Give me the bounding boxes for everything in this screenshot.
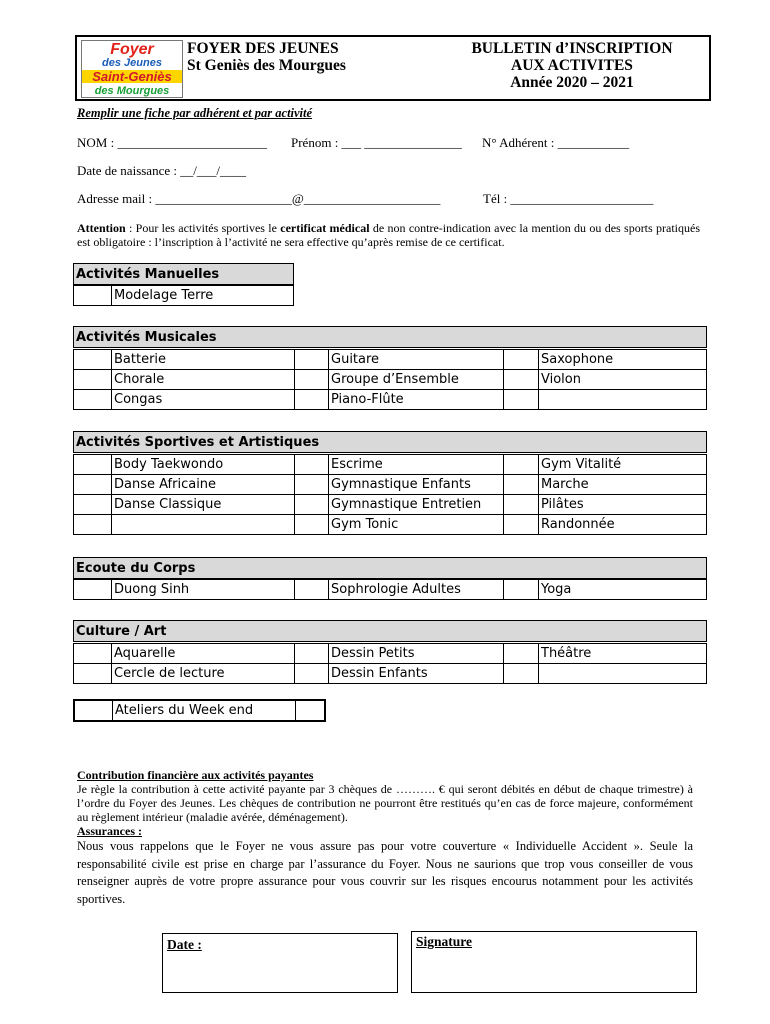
signature-label: Signature — [416, 934, 473, 949]
header-box — [75, 35, 711, 101]
checkbox-cell[interactable] — [295, 664, 329, 684]
table-row — [74, 664, 707, 684]
activity-label — [539, 390, 707, 410]
table-row — [74, 286, 294, 306]
organization-name: FOYER DES JEUNES St Geniès des Mourgues — [187, 40, 346, 74]
activity-label: Gym Vitalité — [539, 455, 707, 475]
activity-label: Gymnastique Enfants — [329, 475, 504, 495]
nom-field[interactable]: NOM : _______________________ — [77, 135, 267, 150]
activity-label: Saxophone — [539, 350, 707, 370]
activity-label: Pilâtes — [539, 495, 707, 515]
logo-line-2: des Jeunes — [102, 57, 162, 69]
activity-label: Aquarelle — [112, 644, 295, 664]
table-row — [74, 350, 707, 370]
table-row — [74, 580, 707, 600]
checkbox-cell[interactable] — [295, 475, 329, 495]
checkbox-cell[interactable] — [74, 390, 112, 410]
checkbox-cell[interactable] — [504, 455, 539, 475]
activity-label: Sophrologie Adultes — [329, 580, 504, 600]
checkbox-cell[interactable] — [504, 644, 539, 664]
activity-label — [539, 664, 707, 684]
activity-label: Dessin Enfants — [329, 664, 504, 684]
logo-line-1: Foyer — [110, 41, 154, 58]
checkbox-cell[interactable] — [74, 455, 112, 475]
section-title-culture: Culture / Art — [73, 620, 707, 642]
activity-label: Gymnastique Entretien — [329, 495, 504, 515]
activity-label: Escrime — [329, 455, 504, 475]
logo-line-4: des Mourgues — [94, 85, 170, 97]
adherent-number-field[interactable]: N° Adhérent : ___________ — [482, 135, 630, 150]
section-title-musicales: Activités Musicales — [73, 326, 707, 348]
activity-label: Body Taekwondo — [112, 455, 295, 475]
checkbox-cell[interactable] — [74, 370, 112, 390]
attention-notice: Attention : Pour les activités sportives le certificat médical de non contre-indication avec la mention du ou des sports pratiqués est obligatoire : l’inscription à l’activité ne sera effective qu’après remise de ce certificat. — [77, 221, 700, 249]
checkbox-cell[interactable] — [295, 390, 329, 410]
activity-label: Gym Tonic — [329, 515, 504, 535]
signature-box[interactable] — [411, 931, 697, 993]
activity-label: Danse Africaine — [112, 475, 295, 495]
checkbox-cell[interactable] — [74, 495, 112, 515]
contribution-text: Je règle la contribution à cette activité payante par 3 chèques de ………. € qui seront débités en début de chaque trimestre) à l’ordre du Foyer des Jeunes. Les chèques de contribution ne pourront être restitués qu’en cas de force majeure, conformément au règlement intérieur (maladie avérée, déménagement). — [77, 782, 693, 824]
checkbox-cell[interactable] — [295, 495, 329, 515]
birthdate-field[interactable]: Date de naissance : __/___/____ — [77, 163, 246, 178]
date-label: Date : — [167, 937, 202, 952]
contribution-title: Contribution financière aux activités payantes — [77, 768, 314, 782]
checkbox-cell[interactable] — [295, 350, 329, 370]
activity-label: Dessin Petits — [329, 644, 504, 664]
activity-label — [112, 515, 295, 535]
checkbox-cell[interactable] — [74, 700, 113, 721]
activity-label: Ateliers du Week end — [113, 700, 296, 721]
table-row — [74, 644, 707, 664]
activity-label: Théâtre — [539, 644, 707, 664]
phone-field[interactable]: Tél : ______________________ — [483, 191, 654, 206]
checkbox-cell[interactable] — [504, 350, 539, 370]
table-row — [74, 455, 707, 475]
prenom-field[interactable]: Prénom : ___ _______________ — [291, 135, 462, 150]
checkbox-cell[interactable] — [74, 664, 112, 684]
activity-label: Marche — [539, 475, 707, 495]
contribution-block — [77, 768, 693, 838]
activity-label: Yoga — [539, 580, 707, 600]
checkbox-cell[interactable] — [504, 580, 539, 600]
activity-label: Congas — [112, 390, 295, 410]
checkbox-cell[interactable] — [504, 664, 539, 684]
activity-label: Chorale — [112, 370, 295, 390]
table-sportives — [73, 454, 707, 535]
checkbox-cell[interactable] — [504, 475, 539, 495]
table-row — [74, 370, 707, 390]
activity-label: Cercle de lecture — [112, 664, 295, 684]
table-weekend — [73, 699, 326, 722]
checkbox-cell[interactable] — [295, 515, 329, 535]
checkbox-cell[interactable] — [504, 495, 539, 515]
table-culture — [73, 643, 707, 684]
table-row — [74, 475, 707, 495]
section-title-sportives: Activités Sportives et Artistiques — [73, 431, 707, 453]
checkbox-cell[interactable] — [295, 580, 329, 600]
form-title: BULLETIN d’INSCRIPTION AUX ACTIVITES Année 2020 – 2021 — [471, 40, 673, 91]
activity-label: Batterie — [112, 350, 295, 370]
activity-label: Guitare — [329, 350, 504, 370]
table-row — [74, 515, 707, 535]
logo-line-3: Saint-Geniès — [82, 70, 182, 83]
activity-label: Violon — [539, 370, 707, 390]
table-row — [74, 390, 707, 410]
checkbox-cell[interactable] — [74, 350, 112, 370]
checkbox-cell[interactable] — [504, 390, 539, 410]
table-musicales — [73, 349, 707, 410]
activity-label: Danse Classique — [112, 495, 295, 515]
activity-label: Piano-Flûte — [329, 390, 504, 410]
checkbox-cell[interactable] — [74, 515, 112, 535]
foyer-logo — [81, 40, 183, 98]
section-title-manuelles: Activités Manuelles — [73, 263, 294, 285]
activity-label: Randonnée — [539, 515, 707, 535]
table-row — [74, 495, 707, 515]
section-title-ecoute: Ecoute du Corps — [73, 557, 707, 579]
assurances-title: Assurances : — [77, 824, 142, 838]
assurances-text: Nous vous rappelons que le Foyer ne vous assure pas pour votre couverture « Individuelle Accident ». Seule la responsabilité civile est prise en charge par l’assurance du Foyer. Nous ne saurions que trop vous conseiller de vous renseigner auprès de votre propre assurance pour vous couvrir sur les risques encourus notamment pour les activités sportives. — [77, 839, 693, 906]
email-field[interactable]: Adresse mail : _____________________@_____________________ — [77, 191, 441, 206]
activity-label: Modelage Terre — [112, 286, 294, 306]
checkbox-cell[interactable] — [74, 475, 112, 495]
table-ecoute — [73, 579, 707, 600]
checkbox-cell[interactable] — [74, 580, 112, 600]
table-manuelles — [73, 285, 294, 306]
table-row — [74, 700, 325, 721]
checkbox-cell[interactable] — [296, 700, 326, 721]
date-box[interactable] — [162, 933, 398, 993]
checkbox-cell[interactable] — [74, 644, 112, 664]
checkbox-cell[interactable] — [295, 644, 329, 664]
instruction-text: Remplir une fiche par adhérent et par activité — [77, 106, 313, 120]
checkbox-cell[interactable] — [74, 286, 112, 306]
activity-label: Duong Sinh — [112, 580, 295, 600]
checkbox-cell[interactable] — [504, 370, 539, 390]
checkbox-cell[interactable] — [504, 515, 539, 535]
activity-label: Groupe d’Ensemble — [329, 370, 504, 390]
checkbox-cell[interactable] — [295, 455, 329, 475]
checkbox-cell[interactable] — [295, 370, 329, 390]
